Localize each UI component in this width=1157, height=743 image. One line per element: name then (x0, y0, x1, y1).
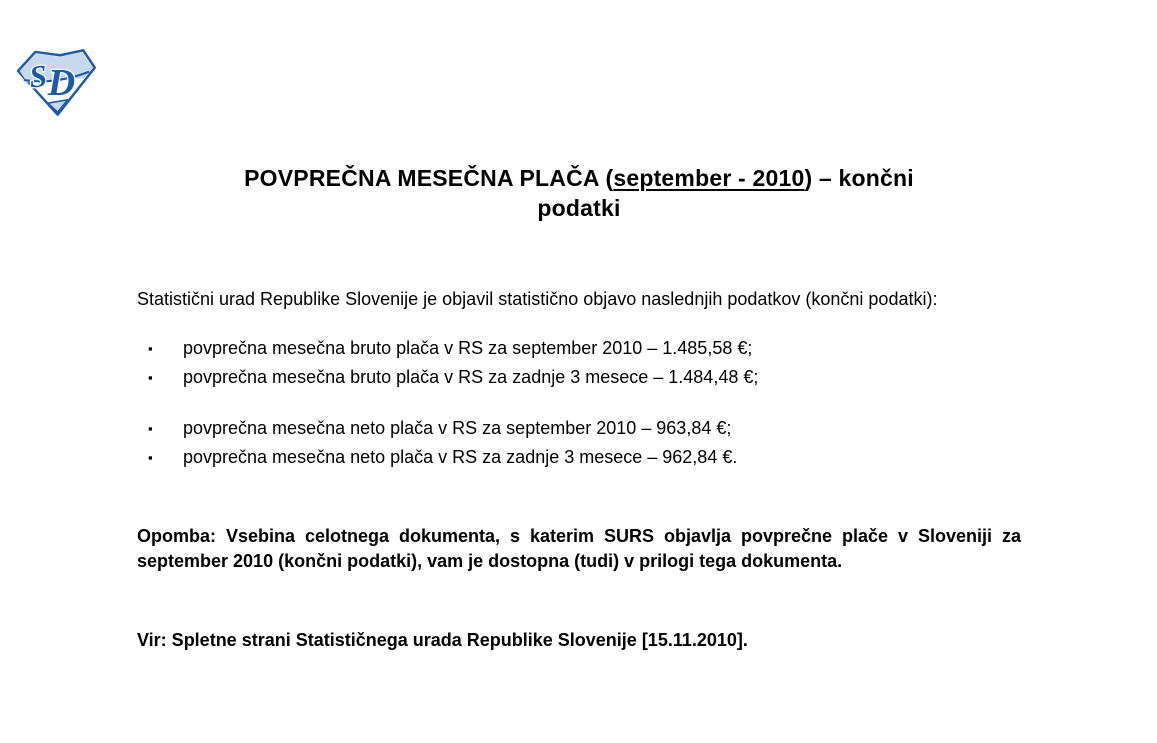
list-item-neto-september (137, 414, 1021, 443)
bullet-text: povprečna mesečna bruto plača v RS za zadnje 3 mesece – 1.484,48 €; (183, 367, 759, 387)
bullet-square-icon: ▪ (148, 370, 153, 385)
list-item-bruto-september (137, 334, 1021, 363)
bullet-square-icon: ▪ (148, 341, 153, 356)
list-item-bruto-3-mesece (137, 363, 1021, 392)
sd-logo-icon (14, 47, 98, 118)
bullet-square-icon: ▪ (148, 421, 153, 436)
title-prefix: POVPREČNA MESEČNA PLAČA ( (244, 165, 614, 191)
bullet-text: povprečna mesečna bruto plača v RS za september 2010 – 1.485,58 €; (183, 338, 753, 358)
bullet-list-bruto (137, 334, 1021, 392)
sd-logo (14, 47, 98, 118)
bullet-list-neto (137, 414, 1021, 472)
bullet-text: povprečna mesečna neto plača v RS za september 2010 – 963,84 €; (183, 418, 732, 438)
intro-paragraph: Statistični urad Republike Slovenije je objavil statistično objavo naslednjih podatkov (končni podatki): (137, 289, 938, 309)
logo-letter-d: D (47, 61, 76, 104)
list-item-neto-3-mesece (137, 443, 1021, 472)
document-title (137, 163, 1021, 223)
source-line: Vir: Spletne strani Statističnega urada Republike Slovenije [15.11.2010]. (137, 630, 748, 650)
bullet-square-icon: ▪ (148, 450, 153, 465)
note-paragraph: Opomba: Vsebina celotnega dokumenta, s katerim SURS objavlja povprečne plače v Sloveniji za september 2010 (končni podatki), vam je dostopna (tudi) v prilogi tega dokumenta. (137, 526, 1021, 571)
title-suffix: ) – končni (804, 165, 914, 191)
bullet-text: povprečna mesečna neto plača v RS za zadnje 3 mesece – 962,84 €. (183, 447, 738, 467)
document-content (137, 0, 1021, 653)
logo-letter-s: S (27, 58, 49, 95)
title-line2: podatki (537, 195, 621, 221)
title-period-underlined: september - 2010 (613, 165, 805, 191)
